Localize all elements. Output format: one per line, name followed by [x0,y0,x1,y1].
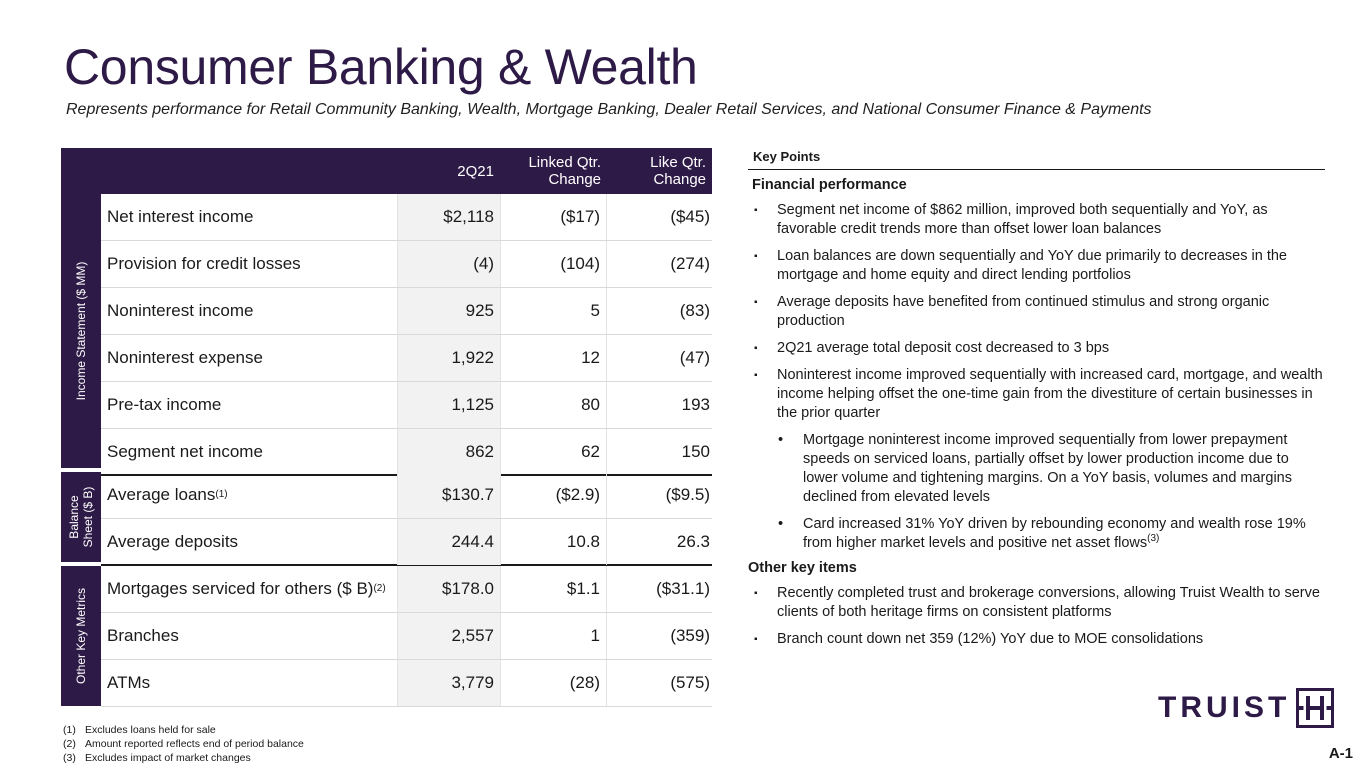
value-like-qtr-change: (274) [670,254,710,273]
row-label: Average loans (1) [107,485,228,504]
section-label-balance: Balance Sheet ($ B) [67,486,95,548]
value-like-qtr-change: 193 [681,395,710,414]
value-linked-qtr-change: ($17) [501,194,607,240]
section-income-statement [61,194,101,468]
section-balance-sheet [61,472,101,562]
section-financial-performance: Financial performance [752,177,907,193]
header-linked-qtr: Linked Qtr. Change [528,154,601,188]
value-2q21: 2,557 [397,613,501,659]
value-2q21: 3,779 [397,660,501,706]
value-linked-qtr-change: 1 [501,613,607,659]
footnotes [63,723,304,765]
row-label: Noninterest expense [107,348,263,367]
value-linked-qtr-change: 10.8 [501,519,607,565]
header-2q21: 2Q21 [457,162,494,180]
value-like-qtr-change: 150 [681,442,710,461]
value-2q21: $178.0 [397,566,501,612]
table-row [101,519,712,566]
value-like-qtr-change: ($9.5) [665,485,710,504]
page-title: Consumer Banking & Wealth [64,39,698,95]
truist-h-icon [1296,688,1334,728]
row-label: Net interest income [107,207,254,226]
table-row [101,382,712,429]
table-row [101,335,712,382]
table-row [101,288,712,335]
value-linked-qtr-change: ($2.9) [501,472,607,518]
row-label: Segment net income [107,442,263,461]
row-label: Average deposits [107,532,239,551]
page-subtitle: Represents performance for Retail Community Banking, Wealth, Mortgage Banking, Dealer Retail Services, and National Consumer Finance & Payments [66,101,1152,118]
key-points-heading: Key Points [748,148,1325,170]
value-2q21: (4) [397,241,501,287]
section-other-metrics [61,566,101,706]
value-like-qtr-change: (359) [670,626,710,645]
list-item: ▪ Noninterest income improved sequentially with increased card, mortgage, and wealth income helping offset the one-time gain from the divestiture of certain businesses in the prior quarter [754,367,1323,421]
value-linked-qtr-change: (104) [501,241,607,287]
list-item: ▪ Loan balances are down sequentially and YoY due primarily to decreases in the mortgage and home equity and direct lending portfolios [754,248,1287,283]
value-linked-qtr-change: 80 [501,382,607,428]
key-points-panel [748,148,1325,649]
value-like-qtr-change: ($31.1) [656,579,710,598]
value-linked-qtr-change: 12 [501,335,607,381]
list-item: ▪ Segment net income of $862 million, improved both sequentially and YoY, as favorable credit trends more than offset lower loan balances [754,202,1268,237]
value-2q21: 1,922 [397,335,501,381]
value-like-qtr-change: ($45) [670,207,710,226]
table-row [101,429,712,476]
section-label-other: Other Key Metrics [74,587,88,685]
truist-logo [1158,688,1334,728]
value-2q21: 925 [397,288,501,334]
value-like-qtr-change: (575) [670,673,710,692]
value-2q21: 244.4 [397,519,501,565]
list-item: ▪ Branch count down net 359 (12%) YoY due to MOE consolidations [754,631,1204,647]
row-label: Branches [107,626,179,645]
footnote: (2) Amount reported reflects end of period balance [63,738,304,750]
value-linked-qtr-change: 62 [501,429,607,475]
value-linked-qtr-change: $1.1 [501,566,607,612]
value-2q21: 1,125 [397,382,501,428]
table-row [101,241,712,288]
row-label: Noninterest income [107,301,254,320]
table-row [101,566,712,613]
row-label: ATMs [107,673,151,692]
footnote: (3) Excludes impact of market changes [63,752,251,764]
section-other-key-items: Other key items [748,560,857,576]
list-item: ▪ 2Q21 average total deposit cost decreased to 3 bps [754,340,1110,356]
table-header [61,148,712,194]
table-row [101,613,712,660]
table-row [101,660,712,707]
value-2q21: $2,118 [397,194,501,240]
header-like-qtr: Like Qtr. Change [650,154,706,188]
sub-list-item: • Mortgage noninterest income improved sequentially from lower prepayment speeds on serviced loans, partially offset by lower production income due to lower volume and tightening margins. On a YoY basis, volumes and margins declined from elevated levels [778,432,1292,505]
sub-list-item: • Card increased 31% YoY driven by rebounding economy and wealth rose 19% from higher market levels and positive net asset flows$^{(3)}$ [778,516,1306,551]
list-item: ▪ Average deposits have benefited from continued stimulus and strong organic production [754,294,1270,329]
page-number: A-1 [1328,745,1353,762]
row-label: Mortgages serviced for others ($ B) (2) [107,579,386,598]
table-row [101,194,712,241]
value-2q21: 862 [397,429,501,475]
value-like-qtr-change: (83) [679,301,710,320]
row-label: Pre-tax income [107,395,222,414]
value-2q21: $130.7 [397,472,501,518]
footnote: (1) Excludes loans held for sale [63,724,216,736]
row-label: Provision for credit losses [107,254,301,273]
list-item: ▪ Recently completed trust and brokerage conversions, allowing Truist Wealth to serve clients of both heritage firms on consistent platforms [754,585,1320,620]
table-row [101,472,712,519]
value-like-qtr-change: (47) [679,348,710,367]
section-label-income: Income Statement ($ MM) [74,261,88,401]
logo-text: TRUIST [1158,691,1291,724]
value-linked-qtr-change: (28) [501,660,607,706]
value-linked-qtr-change: 5 [501,288,607,334]
value-like-qtr-change: 26.3 [676,532,710,551]
